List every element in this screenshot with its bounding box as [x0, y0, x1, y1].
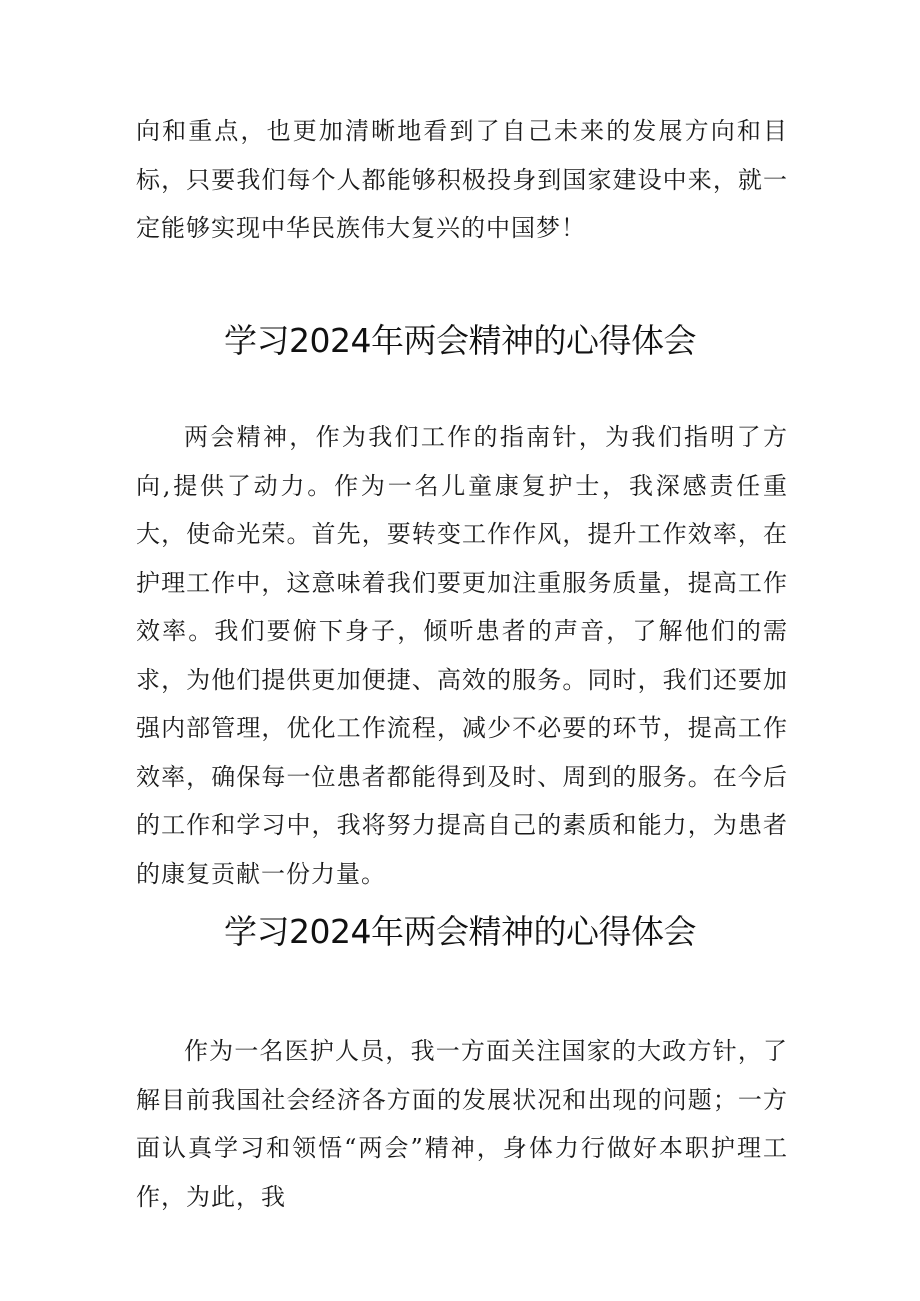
section-1-body-block: [136, 413, 788, 898]
section-1-title: 学习2024年两会精神的心得体会: [224, 321, 696, 360]
section-2-body: 作为一名医护人员，我一方面关注国家的大政方针，了解目前我国社会经济各方面的发展状况和出现的问题；一方面认真学习和领悟“两会”精神，身体力行做好本职护理工作，为此，我: [136, 1037, 788, 1211]
section-1-body: 两会精神，作为我们工作的指南针，为我们指明了方向,提供了动力。作为一名儿童康复护士，我深感责任重大，使命光荣。首先，要转变工作作风，提升工作效率，在护理工作中，这意味着我们要更加注重服务质量，提高工作效率。我们要俯下身子，倾听患者的声音，了解他们的需求，为他们提供更加便捷、高效的服务。同时，我们还要加强内部管理，优化工作流程，减少不必要的环节，提高工作效率，确保每一位患者都能得到及时、周到的服务。在今后的工作和学习中，我将努力提高自己的素质和能力，为患者的康复贡献一份力量。: [136, 423, 788, 888]
paragraph-top-block: [136, 107, 788, 253]
section-2-title: 学习2024年两会精神的心得体会: [224, 912, 696, 951]
section-2-body-block: [136, 1027, 788, 1221]
paragraph-continuation: 向和重点，也更加清晰地看到了自己未来的发展方向和目标，只要我们每个人都能够积极投身到国家建设中来，就一定能够实现中华民族伟大复兴的中国梦！: [136, 117, 788, 242]
